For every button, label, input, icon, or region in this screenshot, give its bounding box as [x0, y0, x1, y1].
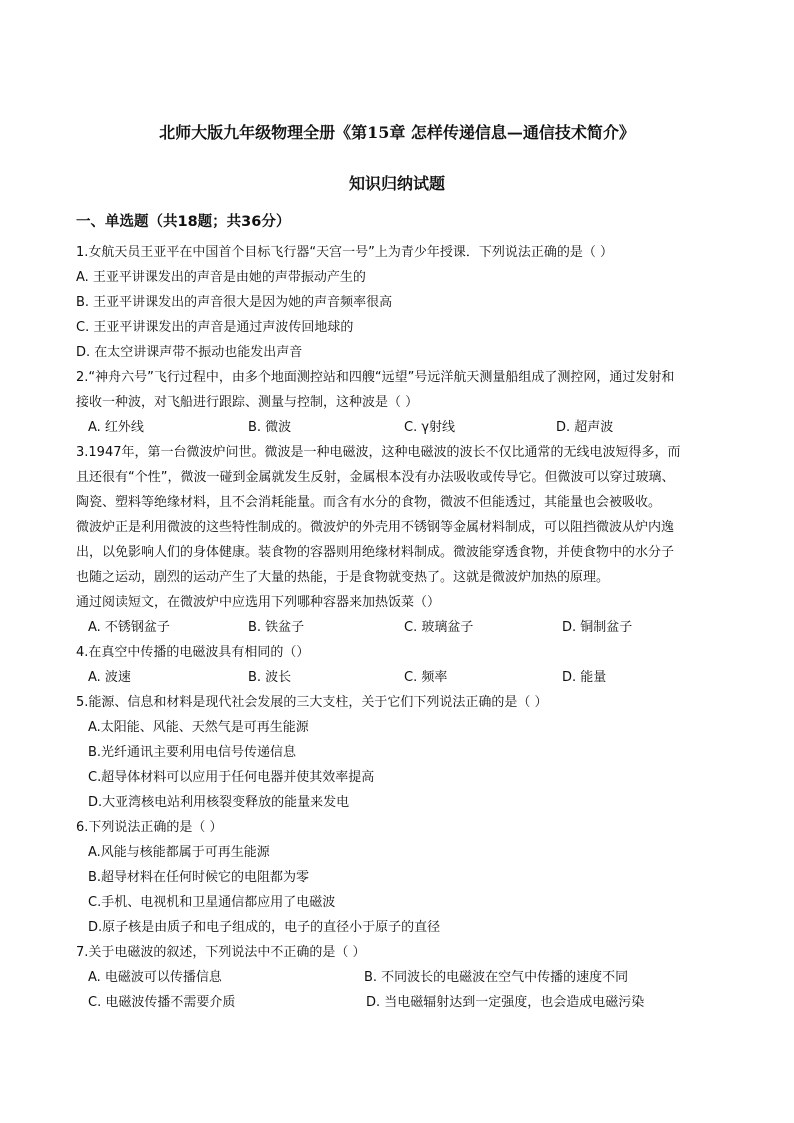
q5-option-d: D.大亚湾核电站利用核裂变释放的能量来发电	[88, 795, 350, 810]
q6-option-c: C.手机、电视机和卫星通信都应用了电磁波	[88, 895, 336, 910]
q5-option-b: B.光纤通讯主要利用电信号传递信息	[88, 745, 297, 760]
q6-option-d: D.原子核是由质子和电子组成的，电子的直径小于原子的直径	[88, 920, 441, 935]
q2-option-c: C. γ射线	[404, 420, 456, 435]
q2-stem-line2: 接收一种波，对飞船进行跟踪、测量与控制，这种波是（ ）	[76, 395, 419, 410]
q6-option-b: B.超导材料在任何时候它的电阻都为零	[88, 870, 310, 885]
q4-option-b: B. 波长	[248, 670, 292, 685]
q3-passage-line5: 出，以免影响人们的身体健康。装食物的容器则用绝缘材料制成。微波能穿透食物，并使食物中的水分子	[76, 545, 675, 560]
q2-stem-line1: 2.“神舟六号”飞行过程中，由多个地面测控站和四艘“远望”号远洋航天测量船组成了测控网，通过发射和	[76, 370, 675, 385]
q3-passage-line3: 陶瓷、塑料等绝缘材料，且不会消耗能量。而含有水分的食物，微波不但能透过，其能量也会被吸收。	[76, 495, 662, 510]
q1-option-c: C. 王亚平讲课发出的声音是通过声波传回地球的	[76, 320, 354, 335]
q3-passage-line6: 也随之运动，剧烈的运动产生了大量的热能，于是食物就变热了。这就是微波炉加热的原理。	[76, 570, 610, 585]
q4-option-d: D. 能量	[562, 670, 607, 685]
q7-option-d: D. 当电磁辐射达到一定强度，也会造成电磁污染	[366, 995, 645, 1010]
section-heading: 一、单选题（共18题；共36分）	[76, 214, 291, 230]
q4-option-c: C. 频率	[404, 670, 448, 685]
q3-option-d: D. 铜制盆子	[562, 620, 633, 635]
q2-option-d: D. 超声波	[556, 420, 614, 435]
q3-option-c: C. 玻璃盆子	[404, 620, 474, 635]
q6-stem: 6.下列说法正确的是（ ）	[76, 820, 223, 835]
q3-passage-line2: 且还很有“个性”，微波一碰到金属就发生反射，金属根本没有办法吸收或传导它。但微波可以穿过玻璃、	[76, 470, 675, 485]
q7-option-b: B. 不同波长的电磁波在空气中传播的速度不同	[364, 970, 629, 985]
q4-option-a: A. 波速	[88, 670, 131, 685]
q1-option-a: A. 王亚平讲课发出的声音是由她的声带振动产生的	[76, 270, 366, 285]
document-subtitle: 知识归纳试题	[348, 174, 445, 193]
document-title: 北师大版九年级物理全册《第15章 怎样传递信息—通信技术简介》	[159, 123, 635, 142]
q1-stem: 1.女航天员王亚平在中国首个目标飞行器“天宫一号”上为青少年授课．下列说法正确的是（ ）	[76, 245, 614, 260]
q7-option-c: C. 电磁波传播不需要介质	[88, 995, 236, 1010]
q1-option-b: B. 王亚平讲课发出的声音很大是因为她的声音频率很高	[76, 295, 393, 310]
q4-stem: 4.在真空中传播的电磁波具有相同的（）	[76, 645, 310, 660]
q5-stem: 5.能源、信息和材料是现代社会发展的三大支柱，关于它们下列说法正确的是（ ）	[76, 695, 548, 710]
q5-option-c: C.超导体材料可以应用于任何电器并使其效率提高	[88, 770, 375, 785]
q2-option-b: B. 微波	[248, 420, 292, 435]
q3-option-b: B. 铁盆子	[248, 620, 305, 635]
q3-option-a: A. 不锈钢盆子	[88, 620, 170, 635]
q5-option-a: A.太阳能、风能、天然气是可再生能源	[88, 720, 309, 735]
q3-passage-line1: 3.1947年，第一台微波炉问世。微波是一种电磁波，这种电磁波的波长不仅比通常的无线电波短得多，而	[76, 445, 681, 460]
q2-option-a: A. 红外线	[88, 420, 144, 435]
q3-question: 通过阅读短文，在微波炉中应选用下列哪种容器来加热饭菜（）	[76, 595, 441, 610]
q1-option-d: D. 在太空讲课声带不振动也能发出声音	[76, 345, 303, 360]
q6-option-a: A.风能与核能都属于可再生能源	[88, 845, 270, 860]
q3-passage-line4: 微波炉正是利用微波的这些特性制成的。微波炉的外壳用不锈钢等金属材料制成，可以阻挡微波从炉内逸	[76, 520, 675, 535]
q7-stem: 7.关于电磁波的叙述，下列说法中不正确的是（ ）	[76, 945, 366, 960]
q7-option-a: A. 电磁波可以传播信息	[88, 970, 222, 985]
